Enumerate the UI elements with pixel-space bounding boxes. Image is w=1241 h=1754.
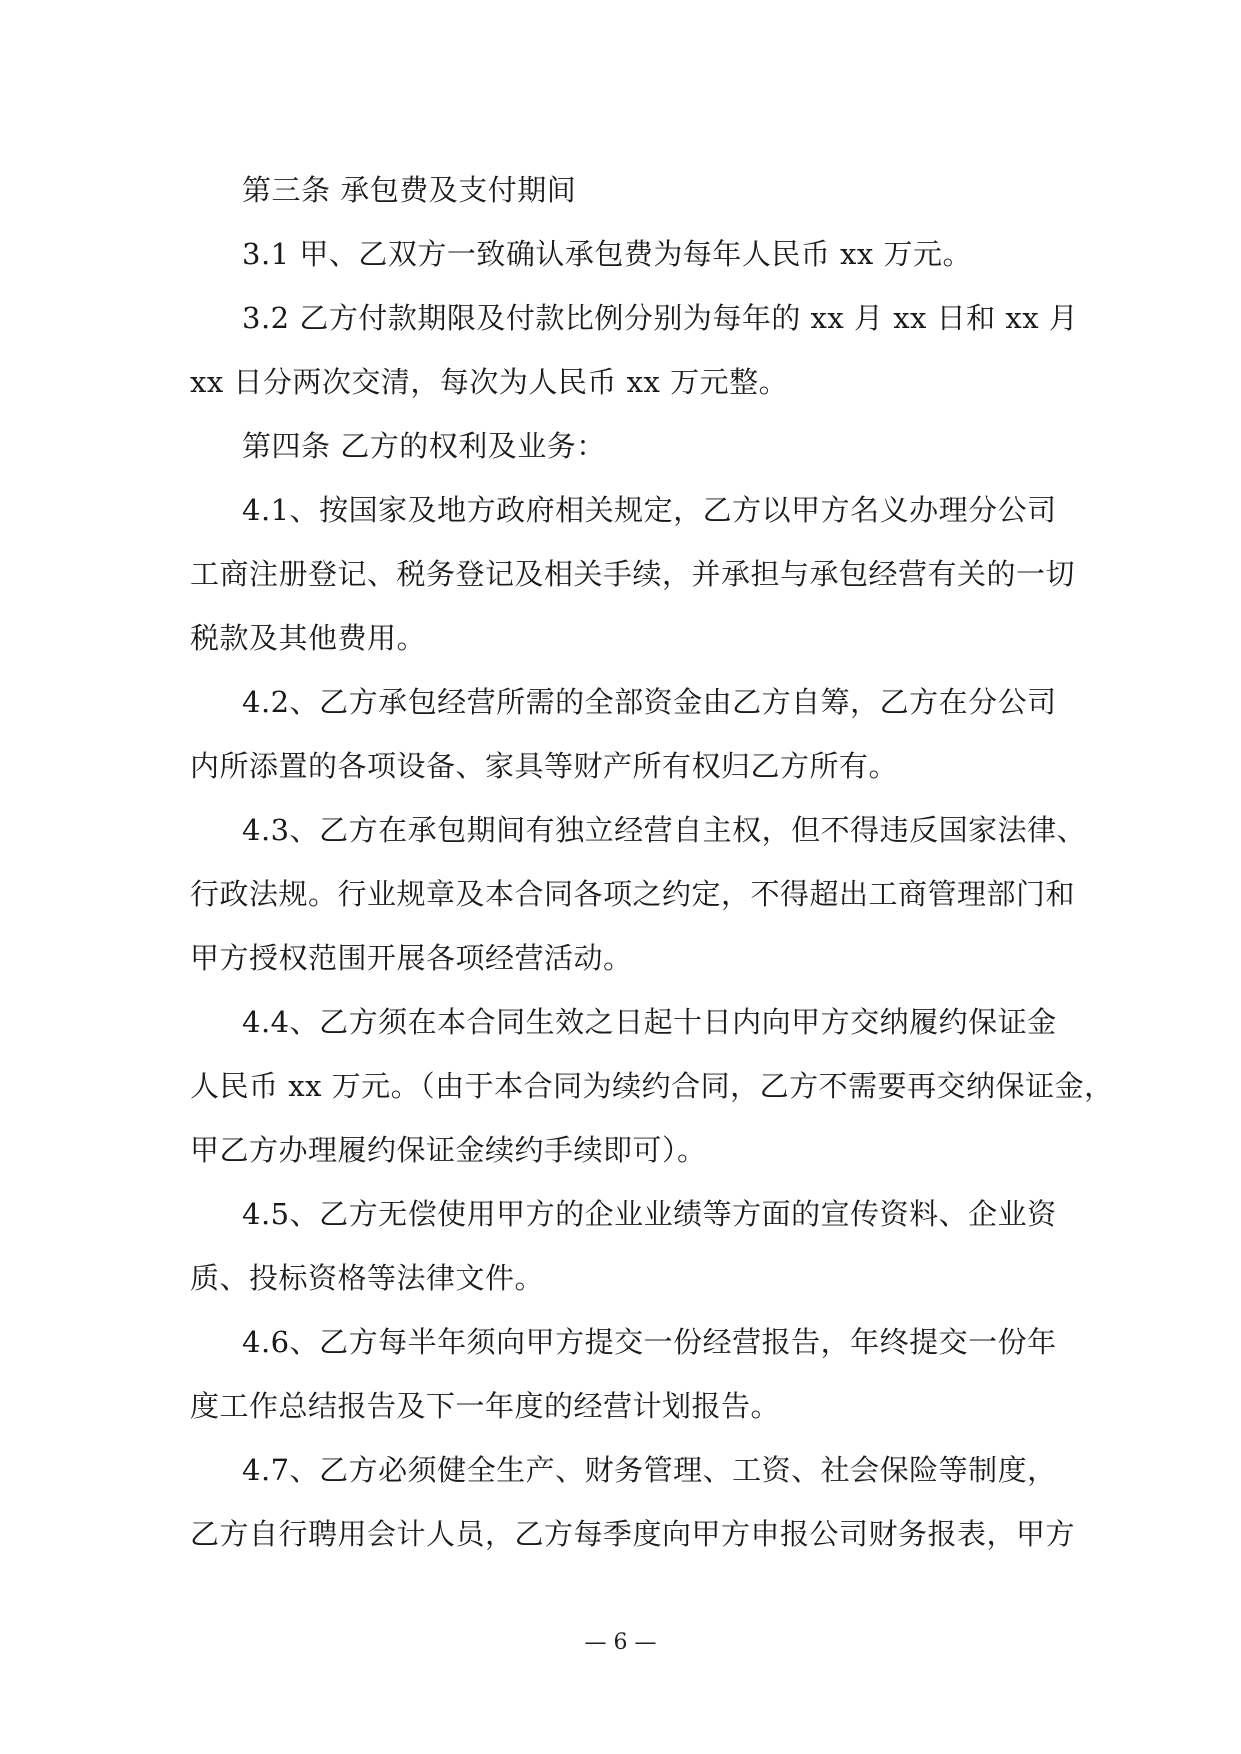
paragraph-line: 质、投标资格等法律文件。 [190,1261,545,1295]
paragraph-line: 第三条 承包费及支付期间 [242,173,577,207]
paragraph [190,798,1087,990]
paragraph-line: 乙方自行聘用会计人员，乙方每季度向甲方申报公司财务报表，甲方 [190,1517,1076,1551]
paragraph-line: 4.6、乙方每半年须向甲方提交一份经营报告，年终提交一份年 [242,1325,1057,1359]
paragraph [190,478,1076,670]
paragraph [190,670,1060,798]
paragraph-line: 甲乙方办理履约保证金续约手续即可）。 [190,1133,707,1167]
paragraph-line: 甲方授权范围开展各项经营活动。 [190,941,633,975]
paragraph-line: 4.7、乙方必须健全生产、财务管理、工资、社会保险等制度， [242,1453,1057,1487]
paragraph [190,1438,1076,1566]
paragraph-line: 度工作总结报告及下一年度的经营计划报告。 [190,1389,781,1423]
paragraph-line: 内所添置的各项设备、家具等财产所有权归乙方所有。 [190,749,899,783]
paragraph [190,990,1114,1182]
paragraph [190,286,1079,414]
page-number: — 6 — [584,1630,657,1655]
paragraph-line: 工商注册登记、税务登记及相关手续，并承担与承包经营有关的一切 [190,557,1076,591]
paragraph-line: 4.4、乙方须在本合同生效之日起十日内向甲方交纳履约保证金 [242,1005,1057,1039]
paragraph [190,158,1060,222]
paragraph-line: 4.1、按国家及地方政府相关规定，乙方以甲方名义办理分公司 [242,493,1057,527]
paragraph [190,1182,1060,1310]
paragraph [190,414,1060,478]
paragraph-line: 税款及其他费用。 [190,621,427,655]
paragraph-line: 人民币 xx 万元。（由于本合同为续约合同，乙方不需要再交纳保证金， [190,1069,1114,1103]
paragraph-line: 4.2、乙方承包经营所需的全部资金由乙方自筹，乙方在分公司 [242,685,1057,719]
paragraph [190,1310,1060,1438]
paragraph [190,222,1060,286]
paragraph-line: 4.5、乙方无偿使用甲方的企业业绩等方面的宣传资料、企业资 [242,1197,1057,1231]
paragraph-line: xx 日分两次交清，每次为人民币 xx 万元整。 [190,365,789,399]
paragraph-line: 4.3、乙方在承包期间有独立经营自主权，但不得违反国家法律、 [242,813,1087,847]
paragraph-line: 3.2 乙方付款期限及付款比例分别为每年的 xx 月 xx 日和 xx 月 [242,301,1079,335]
paragraph-line: 行政法规。行业规章及本合同各项之约定，不得超出工商管理部门和 [190,877,1076,911]
paragraph-line: 第四条 乙方的权利及业务： [242,429,606,463]
paragraph-line: 3.1 甲、乙双方一致确认承包费为每年人民币 xx 万元。 [242,237,972,271]
